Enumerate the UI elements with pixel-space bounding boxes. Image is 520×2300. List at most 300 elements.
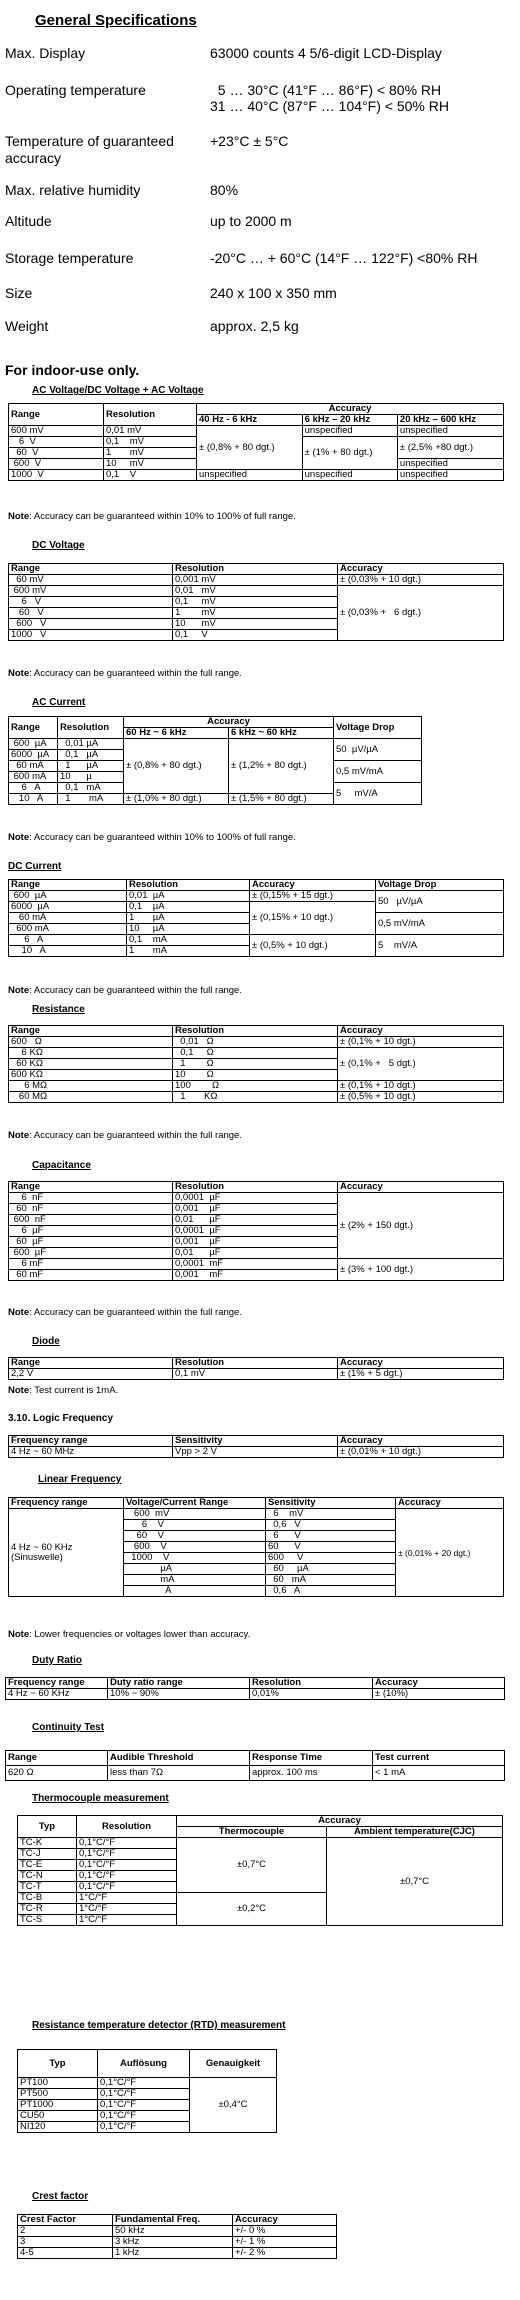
table-cell: unspecified — [302, 426, 397, 437]
table-cell: 60 mV — [9, 575, 173, 586]
table-cell: 10 µ — [58, 772, 124, 783]
spec-value — [210, 318, 299, 334]
col-header: Accuracy — [124, 717, 334, 728]
table-cell: 600 V — [124, 1542, 266, 1553]
table-cell: 10 mV — [104, 459, 197, 470]
note-capacitance: Note: Accuracy can be guaranteed within the full range. — [8, 1307, 242, 1318]
table-cell: 1000 V — [9, 630, 173, 641]
table-cell: 10% ~ 90% — [108, 1689, 250, 1700]
table-cell: 0,01 µF — [173, 1215, 338, 1226]
table-cell: ± (0,15% + 10 dgt.) — [250, 902, 376, 935]
col-header: Sensitivity — [173, 1436, 338, 1447]
note-linear-frequency: Note: Lower frequencies or voltages lower than accuracy. — [8, 1629, 251, 1640]
spec-value — [210, 133, 288, 149]
table-cell: 600 mV — [124, 1509, 266, 1520]
spec-label: Operating temperature — [5, 82, 146, 98]
spec-value — [210, 213, 292, 229]
col-header: Response Time — [250, 1751, 373, 1766]
table-cell: 0,5 mV/mA — [334, 761, 422, 783]
col-header: 6 kHz – 20 kHz — [302, 415, 397, 426]
col-header: Range — [9, 1182, 173, 1193]
spec-value — [210, 250, 478, 266]
table-cell: 0,1 V — [173, 630, 338, 641]
indoor-notice: For indoor-use only. — [5, 362, 140, 378]
table-cell: 10 mV — [173, 619, 338, 630]
table-cell: 4 Hz ~ 60 MHz — [9, 1447, 173, 1458]
table-logic-frequency — [8, 1435, 504, 1458]
section-heading-ac-voltage: AC Voltage/DC Voltage + AC Voltage — [32, 385, 204, 396]
table-cell: ± (0,01% + 20 dgt.) — [396, 1509, 504, 1597]
col-header: Range — [6, 1751, 108, 1766]
table-cell: ± (1% + 80 dgt.) — [302, 437, 397, 470]
section-heading-continuity: Continuity Test — [32, 1722, 105, 1733]
table-cell: 0,1 mA — [58, 783, 124, 794]
table-cell: 60 V — [266, 1542, 396, 1553]
table-cell: ±0,2°C — [177, 1893, 327, 1926]
table-cell: 50 µV/µA — [376, 891, 504, 913]
table-cell: 0,1 mA — [127, 935, 250, 946]
col-header: Frequency range — [9, 1498, 124, 1509]
spec-value-line: 63000 counts 4 5/6-digit LCD-Display — [210, 45, 442, 61]
spec-label: Weight — [5, 318, 49, 334]
table-cell: 600 mA — [9, 924, 127, 935]
table-cell: CU50 — [18, 2111, 98, 2122]
table-cell: 2 — [18, 2226, 113, 2237]
table-cell: 0,0001 µF — [173, 1226, 338, 1237]
table-cell: unspecified — [397, 459, 503, 470]
table-cell: 60 KΩ — [9, 1059, 173, 1070]
note-dc-current: Note: Accuracy can be guaranteed within the full range. — [8, 985, 242, 996]
table-cell: 600 µA — [9, 739, 58, 750]
note-text: Accuracy can be guaranteed within the full range. — [33, 985, 242, 996]
col-header: Accuracy — [233, 2215, 337, 2226]
table-cell: 50 µV/µA — [334, 739, 422, 761]
table-cell: 4-5 — [18, 2248, 113, 2259]
table-cell: PT100 — [18, 2078, 98, 2089]
table-cell: TC-N — [18, 1871, 77, 1882]
table-cell: 620 Ω — [6, 1766, 108, 1781]
table-cell: 60 mF — [9, 1270, 173, 1281]
col-header: Typ — [18, 2050, 98, 2078]
table-cell: 6 V — [9, 437, 104, 448]
note-label: Note — [8, 668, 30, 679]
table-cell: +/- 0 % — [233, 2226, 337, 2237]
table-cell: 3 kHz — [113, 2237, 233, 2248]
table-cell: 6 MΩ — [9, 1081, 173, 1092]
table-cell: 0,01% — [250, 1689, 373, 1700]
section-heading-resistance: Resistance — [32, 1004, 85, 1015]
note-text: Accuracy can be guaranteed within the full range. — [33, 1130, 242, 1141]
table-cell: 60 mA — [9, 913, 127, 924]
table-cell: 600 mV — [9, 426, 104, 437]
table-cell: 0,1 µA — [58, 750, 124, 761]
col-header: Voltage Drop — [334, 717, 422, 739]
table-cell: 0,1°C/°F — [77, 1838, 177, 1849]
table-cell: ± (1,2% + 80 dgt.) — [229, 739, 334, 794]
table-cell: ± (0,1% + 5 dgt.) — [338, 1048, 504, 1081]
table-cell: 0,0001 mF — [173, 1259, 338, 1270]
table-cell: ± (2,5% +80 dgt.) — [397, 437, 503, 459]
table-cell: 60 V — [124, 1531, 266, 1542]
table-cell: 0,1°C/°F — [77, 1882, 177, 1893]
table-cell: 6 mV — [266, 1509, 396, 1520]
table-ac-current — [8, 716, 422, 805]
table-cell: 0,1°C/°F — [98, 2089, 190, 2100]
spec-label: Size — [5, 285, 33, 301]
table-cell: 1°C/°F — [77, 1915, 177, 1926]
table-cell: ± (0,8% + 80 dgt.) — [124, 739, 229, 794]
note-label: Note — [8, 511, 30, 522]
table-cell: 6000 µA — [9, 902, 127, 913]
table-cell: 6 KΩ — [9, 1048, 173, 1059]
table-cell: 1 µA — [58, 761, 124, 772]
table-cell: TC-E — [18, 1860, 77, 1871]
table-cell: 5 mV/A — [334, 783, 422, 805]
spec-value — [210, 182, 238, 198]
spec-label: Temperature of guaranteed accuracy — [5, 133, 174, 166]
table-cell: 600 mV — [9, 586, 173, 597]
table-cell: mA — [124, 1575, 266, 1586]
table-cell: 6 µF — [9, 1226, 173, 1237]
table-cell: 0,1°C/°F — [98, 2078, 190, 2089]
col-header: Resolution — [250, 1678, 373, 1689]
section-heading-duty-ratio: Duty Ratio — [32, 1655, 82, 1666]
col-header: 40 Hz - 6 kHz — [197, 415, 303, 426]
table-cell: NI120 — [18, 2122, 98, 2133]
table-cell: 0,01 Ω — [173, 1037, 338, 1048]
table-cell: 1°C/°F — [77, 1904, 177, 1915]
table-cell: 0,01 mV — [104, 426, 197, 437]
table-cell: unspecified — [197, 470, 303, 481]
table-cell: 1000 V — [9, 470, 104, 481]
table-cell: 1 mA — [58, 794, 124, 805]
table-cell: 1 mV — [104, 448, 197, 459]
col-header: Range — [9, 717, 58, 739]
table-cell: 1 mV — [173, 608, 338, 619]
table-cell: TC-B — [18, 1893, 77, 1904]
col-header: Accuracy — [338, 1358, 504, 1369]
table-cell: 6 A — [9, 935, 127, 946]
table-continuity — [5, 1750, 505, 1781]
col-header: Range — [9, 1358, 173, 1369]
table-resistance — [8, 1025, 504, 1103]
table-cell: 100 Ω — [173, 1081, 338, 1092]
table-cell: ± (1,0% + 80 dgt.) — [124, 794, 229, 805]
spec-value-line: 80% — [210, 182, 239, 198]
table-cell: ± (0,5% + 10 dgt.) — [338, 1092, 504, 1103]
spec-value — [210, 45, 442, 61]
table-cell: unspecified — [397, 470, 503, 481]
col-header: Ambient temperature(CJC) — [327, 1827, 503, 1838]
table-cell — [9, 1509, 124, 1597]
table-cell: 0,1 mV — [173, 597, 338, 608]
table-cell: ± (10%) — [373, 1689, 505, 1700]
col-header: Voltage Drop — [376, 880, 504, 891]
table-cell: 1 Ω — [173, 1059, 338, 1070]
col-header: Accuracy — [338, 1182, 504, 1193]
table-cell: 0,01 µA — [127, 891, 250, 902]
table-cell: 2,2 V — [9, 1369, 173, 1380]
table-crest-factor — [17, 2214, 337, 2259]
table-cell: 60 mA — [9, 761, 58, 772]
col-header: Accuracy — [338, 564, 504, 575]
table-cell: 60 µF — [9, 1237, 173, 1248]
table-cell: 6000 µA — [9, 750, 58, 761]
spec-label: Max. Display — [5, 45, 86, 61]
table-cell: 4 Hz ~ 60 KHz — [6, 1689, 108, 1700]
table-cell: 0,001 µF — [173, 1237, 338, 1248]
spec-value-line: up to 2000 m — [210, 213, 292, 229]
table-duty-ratio — [5, 1677, 505, 1700]
table-cell: 0,5 mV/mA — [376, 913, 504, 935]
table-cell: 0,6 A — [266, 1586, 396, 1597]
col-header: Resolution — [77, 1816, 177, 1838]
table-cell: 1°C/°F — [77, 1893, 177, 1904]
table-cell: 600 Ω — [9, 1037, 173, 1048]
spec-label: Max. relative humidity — [5, 182, 141, 198]
col-header: 60 Hz ~ 6 kHz — [124, 728, 229, 739]
col-header: Sensitivity — [266, 1498, 396, 1509]
table-cell: 60 V — [9, 608, 173, 619]
table-cell: 0,1°C/°F — [77, 1871, 177, 1882]
table-cell: TC-R — [18, 1904, 77, 1915]
table-cell: PT1000 — [18, 2100, 98, 2111]
table-ac-voltage — [8, 403, 504, 481]
col-header: 20 kHz – 600 kHz — [397, 415, 503, 426]
table-cell: 0,001 µF — [173, 1204, 338, 1215]
table-cell: 0,6 V — [266, 1520, 396, 1531]
table-cell: 0,001 mF — [173, 1270, 338, 1281]
table-cell: 10 A — [9, 946, 127, 957]
table-cell: ± (0,1% + 10 dgt.) — [338, 1037, 504, 1048]
col-header: Crest Factor — [18, 2215, 113, 2226]
note-diode: Note: Test current is 1mA. — [8, 1385, 119, 1396]
table-cell: 6 mF — [9, 1259, 173, 1270]
spec-label: Storage temperature — [5, 250, 134, 266]
col-header: Range — [9, 564, 173, 575]
col-header: Resolution — [173, 1358, 338, 1369]
note-label: Note — [8, 832, 30, 843]
spec-label: Altitude — [5, 213, 52, 229]
col-header: Accuracy — [373, 1678, 505, 1689]
col-header: Voltage/Current Range — [124, 1498, 266, 1509]
table-cell: approx. 100 ms — [250, 1766, 373, 1781]
note-resistance: Note: Accuracy can be guaranteed within the full range. — [8, 1130, 242, 1141]
col-header: Resolution — [104, 404, 197, 426]
table-capacitance — [8, 1181, 504, 1281]
table-cell: ± (0,1% + 10 dgt.) — [338, 1081, 504, 1092]
table-cell: 600 KΩ — [9, 1070, 173, 1081]
table-cell: 3 — [18, 2237, 113, 2248]
col-header: Frequency range — [9, 1436, 173, 1447]
table-cell: less than 7Ω — [108, 1766, 250, 1781]
table-cell: +/- 1 % — [233, 2237, 337, 2248]
table-cell: 6 A — [9, 783, 58, 794]
table-cell: 1000 V — [124, 1553, 266, 1564]
table-dc-current — [8, 879, 504, 957]
table-cell: ± (0,15% + 15 dgt.) — [250, 891, 376, 902]
table-cell: 6 nF — [9, 1193, 173, 1204]
table-rtd — [17, 2049, 277, 2133]
col-header: Auflösung — [98, 2050, 190, 2078]
section-heading-logic-frequency: 3.10. Logic Frequency — [8, 1413, 114, 1424]
table-cell: 6 V — [266, 1531, 396, 1542]
table-cell: 0,1°C/°F — [77, 1849, 177, 1860]
spec-value-line: approx. 2,5 kg — [210, 318, 299, 334]
note-label: Note — [8, 1385, 30, 1396]
table-cell: 1 KΩ — [173, 1092, 338, 1103]
table-linear-frequency — [8, 1497, 504, 1597]
col-header: Accuracy — [197, 404, 504, 415]
table-cell: 600 µA — [9, 891, 127, 902]
table-cell: 0,1°C/°F — [98, 2111, 190, 2122]
section-heading-capacitance: Capacitance — [32, 1160, 91, 1171]
spec-value-line: 31 … 40°C (87°F … 104°F) < 50% RH — [210, 98, 449, 114]
note-ac-current: Note: Accuracy can be guaranteed within 10% to 100% of full range. — [8, 832, 296, 843]
section-heading-diode: Diode — [32, 1336, 60, 1347]
note-label: Note — [8, 1130, 30, 1141]
spec-value — [210, 82, 449, 114]
table-cell: 6 V — [9, 597, 173, 608]
col-header: Genauigkeit — [190, 2050, 277, 2078]
table-cell: ± (1% + 5 dgt.) — [338, 1369, 504, 1380]
table-cell: TC-S — [18, 1915, 77, 1926]
table-cell: 60 nF — [9, 1204, 173, 1215]
section-heading-thermocouple: Thermocouple measurement — [32, 1793, 169, 1804]
col-header: Typ — [18, 1816, 77, 1838]
note-text: Accuracy can be guaranteed within the full range. — [33, 1307, 242, 1318]
col-header: Range — [9, 880, 127, 891]
table-cell: 60 µA — [266, 1564, 396, 1575]
table-cell: 0,01 µF — [173, 1248, 338, 1259]
col-header: Accuracy — [177, 1816, 503, 1827]
spec-value-line: 5 … 30°C (41°F … 86°F) < 80% RH — [210, 82, 442, 98]
col-header: Accuracy — [338, 1436, 504, 1447]
table-cell: 1 µA — [127, 913, 250, 924]
note-label: Note — [8, 985, 30, 996]
table-cell: TC-K — [18, 1838, 77, 1849]
table-cell: 6 V — [124, 1520, 266, 1531]
table-cell: 10 A — [9, 794, 58, 805]
note-label: Note — [8, 1307, 30, 1318]
col-header: Audible Threshold — [108, 1751, 250, 1766]
spec-value-line: +23°C ± 5°C — [210, 133, 289, 149]
table-cell: A — [124, 1586, 266, 1597]
table-cell: 0,1 µA — [127, 902, 250, 913]
table-cell: 0,01 mV — [173, 586, 338, 597]
table-cell: 60 MΩ — [9, 1092, 173, 1103]
col-header: Range — [9, 404, 104, 426]
col-header: Thermocouple — [177, 1827, 327, 1838]
table-cell: +/- 2 % — [233, 2248, 337, 2259]
table-cell: 60 V — [9, 448, 104, 459]
table-cell: ± (3% + 100 dgt.) — [338, 1259, 504, 1281]
col-header: Test current — [373, 1751, 505, 1766]
table-cell: 1 kHz — [113, 2248, 233, 2259]
page-title: General Specifications — [35, 12, 197, 29]
table-cell: 0,1°C/°F — [98, 2122, 190, 2133]
col-header: Resolution — [58, 717, 124, 739]
table-cell: 600 V — [9, 459, 104, 470]
note-text: Lower frequencies or voltages lower than accuracy. — [34, 1629, 251, 1640]
freq-range-subtext: (Sinuswelle) — [11, 1551, 63, 1563]
spec-value-line: 240 x 100 x 350 mm — [210, 285, 337, 301]
table-cell: ± (0,01% + 10 dgt.) — [338, 1447, 504, 1458]
table-cell: ± (0,03% + 6 dgt.) — [338, 586, 504, 641]
table-cell: ±0,4°C — [190, 2078, 277, 2133]
spec-value-line: -20°C … + 60°C (14°F … 122°F) <80% RH — [210, 250, 478, 266]
col-header: Resolution — [173, 1026, 338, 1037]
table-cell: 0,01 µA — [58, 739, 124, 750]
table-cell: 0,1 mV — [173, 1369, 338, 1380]
col-header: 6 kHz ~ 60 kHz — [229, 728, 334, 739]
table-cell: 600 mA — [9, 772, 58, 783]
table-cell: 0,0001 µF — [173, 1193, 338, 1204]
table-cell: 0,1 Ω — [173, 1048, 338, 1059]
table-cell: ± (1,5% + 80 dgt.) — [229, 794, 334, 805]
table-thermocouple — [17, 1815, 503, 1926]
section-heading-dc-current: DC Current — [8, 861, 62, 872]
table-cell: TC-T — [18, 1882, 77, 1893]
col-header: Resolution — [127, 880, 250, 891]
spec-value — [210, 285, 337, 301]
table-cell: ±0,7°C — [327, 1838, 503, 1926]
table-cell: 600 V — [266, 1553, 396, 1564]
table-cell: ± (0,03% + 10 dgt.) — [338, 575, 504, 586]
note-ac-voltage: Note: Accuracy can be guaranteed within 10% to 100% of full range. — [8, 511, 296, 522]
note-text: Accuracy can be guaranteed within 10% to 100% of full range. — [33, 511, 296, 522]
table-cell: ± (0,5% + 10 dgt.) — [250, 935, 376, 957]
table-cell: PT500 — [18, 2089, 98, 2100]
col-header: Resolution — [173, 1182, 338, 1193]
col-header: Accuracy — [338, 1026, 504, 1037]
col-header: Duty ratio range — [108, 1678, 250, 1689]
section-heading-crest-factor: Crest factor — [32, 2191, 89, 2202]
note-dc-voltage: Note: Accuracy can be guaranteed within the full range. — [8, 668, 242, 679]
col-header: Accuracy — [250, 880, 376, 891]
freq-range-text: 4 Hz ~ 60 KHz — [11, 1541, 73, 1553]
table-cell: 5 mV/A — [376, 935, 504, 957]
table-cell: Vpp > 2 V — [173, 1447, 338, 1458]
table-cell: TC-J — [18, 1849, 77, 1860]
table-cell: 0,1°C/°F — [77, 1860, 177, 1871]
table-cell: 0,001 mV — [173, 575, 338, 586]
table-cell: 600 µF — [9, 1248, 173, 1259]
col-header: Range — [9, 1026, 173, 1037]
table-cell: ±0,7°C — [177, 1838, 327, 1893]
col-header: Accuracy — [396, 1498, 504, 1509]
table-cell: 10 Ω — [173, 1070, 338, 1081]
table-cell: unspecified — [397, 426, 503, 437]
section-heading-linear-frequency: Linear Frequency — [38, 1474, 122, 1485]
table-cell: 50 kHz — [113, 2226, 233, 2237]
table-cell: unspecified — [302, 470, 397, 481]
col-header: Fundamental Freq. — [113, 2215, 233, 2226]
table-cell: 1 mA — [127, 946, 250, 957]
col-header: Frequency range — [6, 1678, 108, 1689]
table-cell: µA — [124, 1564, 266, 1575]
section-heading-dc-voltage: DC Voltage — [32, 540, 85, 551]
section-heading-rtd: Resistance temperature detector (RTD) measurement — [32, 2020, 286, 2031]
table-cell: ± (2% + 150 dgt.) — [338, 1193, 504, 1259]
section-heading-ac-current: AC Current — [32, 697, 86, 708]
table-cell: 0,1 V — [104, 470, 197, 481]
col-header: Resolution — [173, 564, 338, 575]
note-label: Note — [8, 1629, 30, 1640]
note-text: Accuracy can be guaranteed within 10% to 100% of full range. — [33, 832, 296, 843]
table-cell: 600 V — [9, 619, 173, 630]
table-cell: 10 µA — [127, 924, 250, 935]
